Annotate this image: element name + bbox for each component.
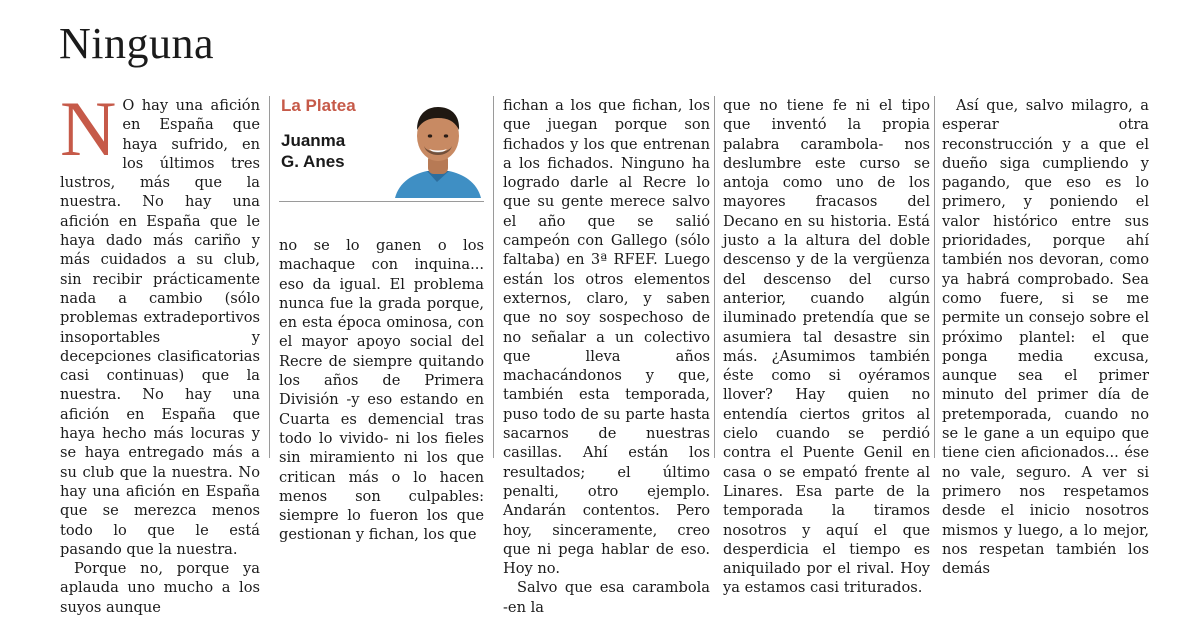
column-5 [942,96,1149,578]
column-divider [269,96,270,458]
column-2 [279,236,484,545]
column-1 [60,85,260,617]
byline-divider [279,201,484,202]
author-name-line: Juanma [281,131,346,150]
byline-box [279,96,484,202]
article-headline: Ninguna [59,19,215,68]
column-divider [493,96,494,458]
paragraph: Así que, salvo milagro, a esperar otra reconstrucción y a que el dueño siga cumpliendo y pagando, que eso es lo primero, y poniendo el valor histórico entre sus prioridades, porque ahí también nos devoran, como ya habrá comprobado. Sea como fuere, si se me permite un consejo sobre el próximo plantel: el que ponga media excusa, aunque sea el primer minuto del primer día de pretemporada, cuando no se le gane a un equipo que tiene cien aficionados... ése no vale, seguro. A ver si primero nos respetamos desde el inicio nosotros mismos y luego, a lo mejor, nos respetan también los demás [942,97,1149,578]
column-divider [714,96,715,458]
paragraph: fichan a los que fichan, los que juegan porque son fichados y los que entrenan a los fichados. Ninguno ha logrado darle al Recre lo que su gente merece salvo el año que se salió campeón con Gallego (sólo faltaba) en 3ª RFEF. Luego están los otros elementos externos, claro, y saben que no soy sospechoso de no señalar a un colectivo que lleva años machacándonos y que, también esta temporada, puso todo de su parte hasta sacarnos de nuestras casillas. Ahí están los resultados; el último penalti, otro ejemplo. Andarán contentos. Pero hoy, sinceramente, creo que ni pega hablar de eso. Hoy no. [503,97,710,578]
paragraph: Porque no, porque ya aplauda uno mucho a los suyos aunque [60,560,260,616]
drop-cap: N [60,85,117,172]
paragraph [60,85,260,559]
author-portrait-icon [391,96,484,198]
author-name-line: G. Anes [281,152,345,171]
column-3 [503,96,710,617]
paragraph-text: O hay una afición en España que haya sufrido, en los últimos tres lustros, más que la nuestra. No hay una afición en España que le haya dado más cariño y más cuidados a su club, sin recibir prácticamente nada a cambio (sólo problemas extradeportivos insoportables y decepciones clasificatorias casi continuas) que la nuestra. No hay una afición en España que haya hecho más locuras y se haya entregado más a su club que la nuestra. No hay una afición en España que se merezca menos todo lo que le está pasando que la nuestra. [60,97,260,558]
author-name [281,130,345,172]
column-divider [934,96,935,458]
section-label: La Platea [281,96,356,115]
paragraph: que no tiene fe ni el tipo que inventó la propia palabra carambola- nos deslumbre este curso se antoja como uno de los mayores fracasos del Decano en su historia. Está justo a la altura del doble descenso y de la vergüenza del descenso del curso anterior, cuando algún iluminado pretendía que se asumiera tal desastre sin más. ¿Asumimos también éste como si oyéramos llover? Hay quien no entendía ciertos gritos al cielo cuando se perdió contra el Puente Genil en casa o se empató frente al Linares. Esa parte de la temporada la tiramos nosotros y aquí el que desperdicia el tiempo es aniquilado por el rival. Hoy ya estamos casi triturados. [723,97,930,597]
paragraph: no se lo ganen o los machaque con inquina... eso da igual. El problema nunca fue la grada porque, en esta época ominosa, con el mayor apoyo social del Recre de siempre quitando los años de Primera División -y eso estando en Cuarta es demencial tras todo lo vivido- ni los fieles sin miramiento ni los que critican más o lo hacen menos son culpables: siempre lo fueron los que gestionan y fichan, los que [279,237,484,544]
column-4 [723,96,930,598]
paragraph: Salvo que esa carambola -en la [503,579,710,616]
